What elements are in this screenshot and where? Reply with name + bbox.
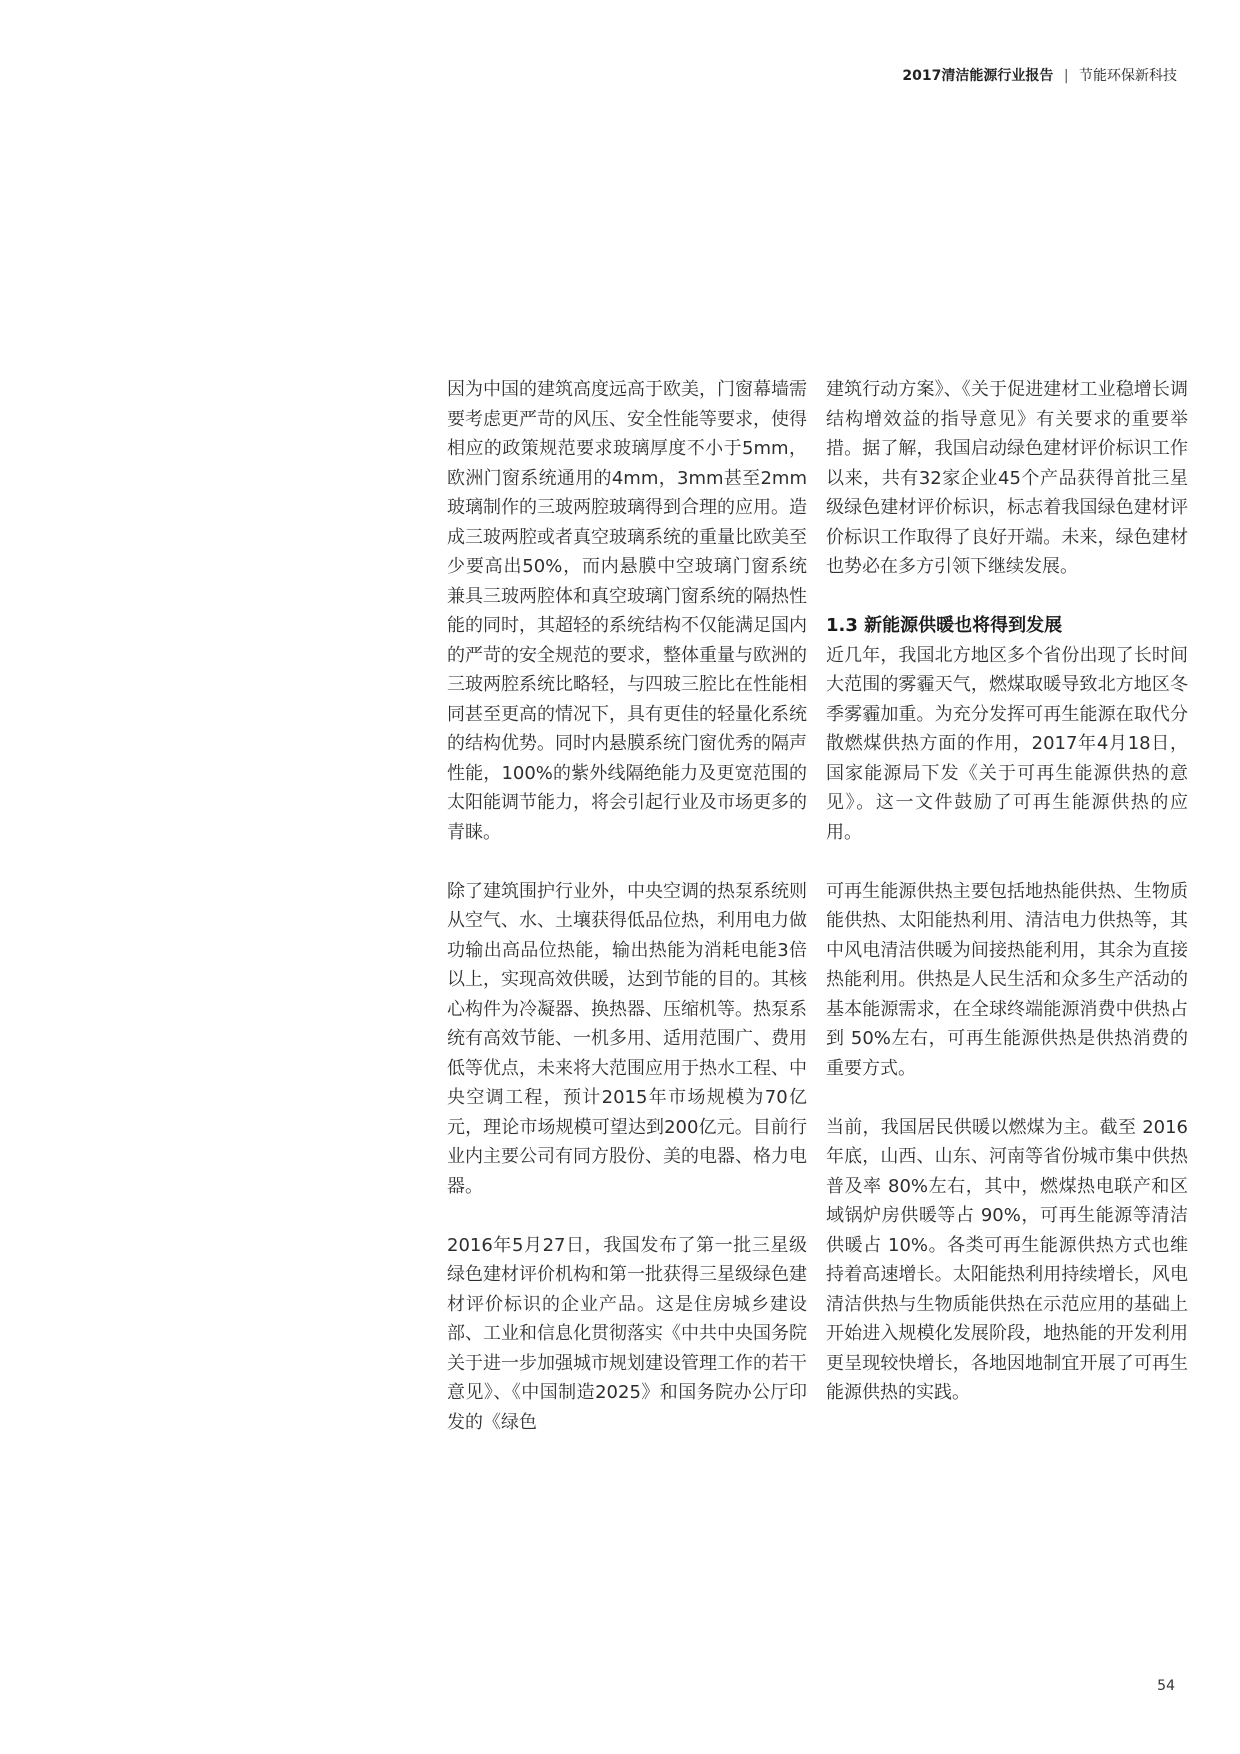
page-number: 54 <box>1157 1678 1175 1694</box>
paragraph-current-heating: 当前，我国居民供暖以燃煤为主。截至 2016 年底，山西、山东、河南等省份城市集中供热普及率 80%左右，其中，燃煤热电联产和区域锅炉房供暖等占 90%，可再生能源等清洁供暖占 10%。各类可再生能源供热方式也维持着高速增长。太阳能热利用持续增长，风电清洁供热与生物质能供热在示范应用的基础上开始进入规模化发展阶段，地热能的开发利用更呈现较快增长，各地因地制宜开展了可再生能源供热的实践。 <box>826 1116 1188 1403</box>
paragraph-facade-glass: 因为中国的建筑高度远高于欧美，门窗幕墙需要考虑更严苛的风压、安全性能等要求，使得相应的政策规范要求玻璃厚度不小于5mm，欧洲门窗系统通用的4mm，3mm甚至2mm玻璃制作的三玻两腔玻璃得到合理的应用。造成三玻两腔或者真空玻璃系统的重量比欧美至少要高出50%，而内悬膜中空玻璃门窗系统兼具三玻两腔体和真空玻璃门窗系统的隔热性能的同时，其超轻的系统结构不仅能满足国内的严苛的安全规范的要求，整体重量与欧洲的三玻两腔系统比略轻，与四玻三腔比在性能相同甚至更高的情况下，具有更佳的轻量化系统的结构优势。同时内悬膜系统门窗优秀的隔声性能，100%的紫外线隔绝能力及更宽范围的太阳能调节能力，将会引起行业及市场更多的青睐。 <box>447 379 807 843</box>
left-column <box>447 375 807 1437</box>
paragraph-heat-pump: 除了建筑围护行业外，中央空调的热泵系统则从空气、水、土壤获得低品位热，利用电力做功输出高品位热能，输出热能为消耗电能3倍以上，实现高效供暖，达到节能的目的。其核心构件为冷凝器、换热器、压缩机等。热泵系统有高效节能、一机多用、适用范围广、费用低等优点，未来将大范围应用于热水工程、中央空调工程，预计2015年市场规模为70亿元，理论市场规模可望达到200亿元。目前行业内主要公司有同方股份、美的电器、格力电器。 <box>447 880 807 1197</box>
paragraph-haze-policy: 近几年，我国北方地区多个省份出现了长时间大范围的雾霾天气，燃煤取暖导致北方地区冬季雾霾加重。为充分发挥可再生能源在取代分散燃煤供热方面的作用，2017年4月18日，国家能源局下发《关于可再生能源供热的意见》。这一文件鼓励了可再生能源供热的应用。 <box>826 644 1188 843</box>
section-heading: 1.3 新能源供暖也将得到发展 <box>826 615 1063 636</box>
section-title: 节能环保新科技 <box>1079 68 1177 84</box>
paragraph-renewable-heating-types: 可再生能源供热主要包括地热能供热、生物质能供热、太阳能热利用、清洁电力供热等，其中风电清洁供暖为间接热能利用，其余为直接热能利用。供热是人民生活和众多生产活动的基本能源需求，在全球终端能源消费中供热占到 50%左右，可再生能源供热是供热消费的重要方式。 <box>826 880 1188 1079</box>
paragraph-green-materials: 2016年5月27日，我国发布了第一批三星级绿色建材评价机构和第一批获得三星级绿色建材评价标识的企业产品。这是住房城乡建设部、工业和信息化贯彻落实《中共中央国务院关于进一步加强城市规划建设管理工作的若干意见》、《中国制造2025》和国务院办公厅印发的《绿色 <box>447 1234 807 1433</box>
header-separator: | <box>1063 68 1069 84</box>
right-column <box>826 375 1188 1408</box>
paragraph-green-materials-continued: 建筑行动方案》、《关于促进建材工业稳增长调结构增效益的指导意见》有关要求的重要举措。据了解，我国启动绿色建材评价标识工作以来，共有32家企业45个产品获得首批三星级绿色建材评价标识，标志着我国绿色建材评价标识工作取得了良好开端。未来，绿色建材也势必在多方引领下继续发展。 <box>826 379 1188 577</box>
page-header <box>902 66 1177 86</box>
report-title: 2017清洁能源行业报告 <box>902 68 1054 84</box>
